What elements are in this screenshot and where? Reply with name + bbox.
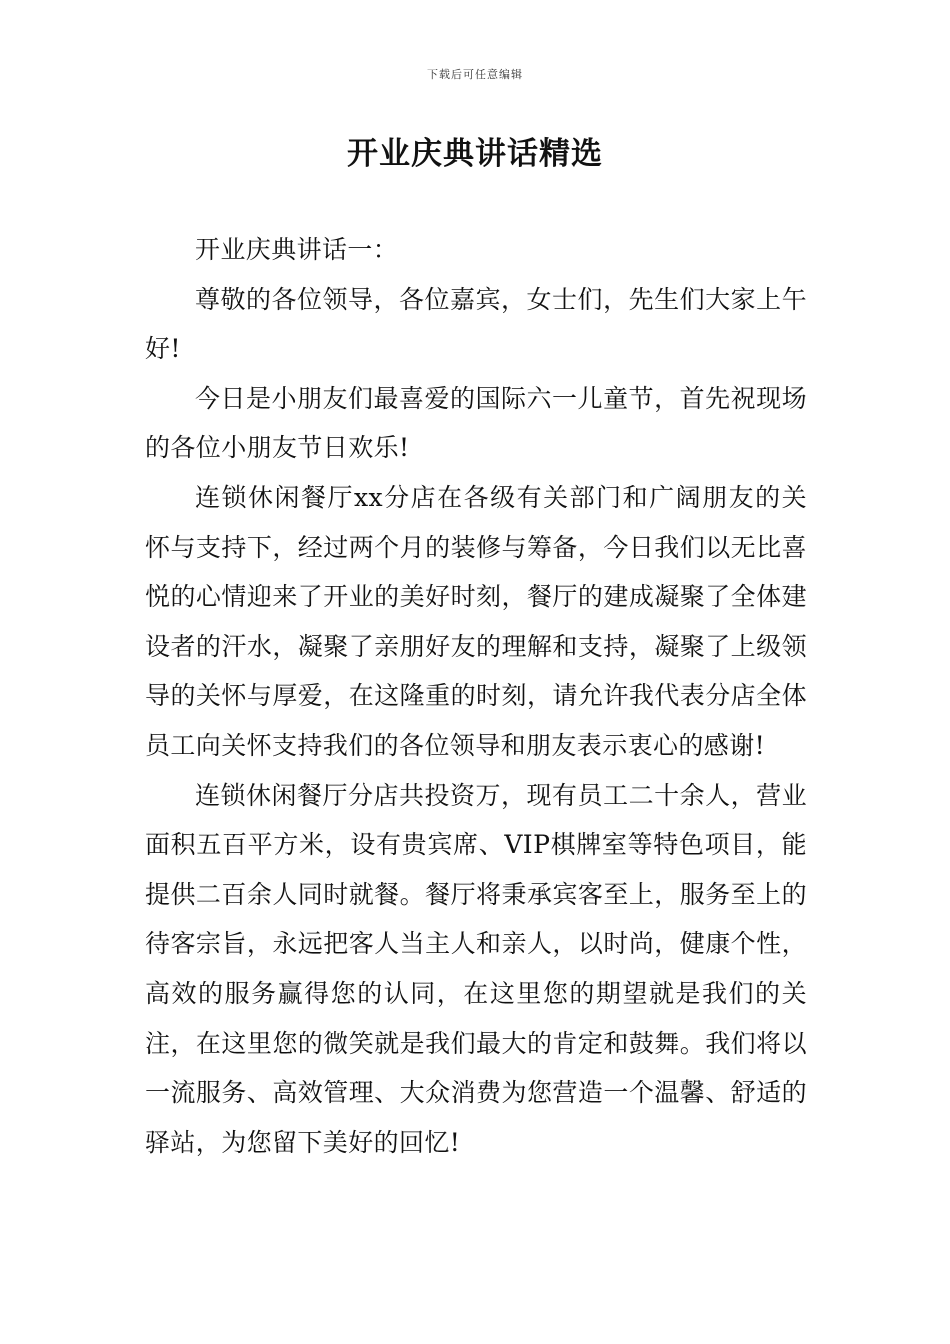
document-title: 开业庆典讲话精选	[347, 136, 603, 172]
document-body	[145, 225, 807, 1167]
paragraph-thanks: 连锁休闲餐厅xx分店在各级有关部门和广阔朋友的关怀与支持下，经过两个月的装修与筹备，今日我们以无比喜悦的心情迎来了开业的美好时刻，餐厅的建成凝聚了全体建设者的汗水，凝聚了亲朋好友的理解和支持，凝聚了上级领导的关怀与厚爱，在这隆重的时刻，请允许我代表分店全体员工向关怀支持我们的各位领导和朋友表示衷心的感谢!	[145, 482, 807, 760]
paragraph-greeting: 尊敬的各位领导，各位嘉宾，女士们，先生们大家上午好!	[145, 284, 807, 364]
paragraph-restaurant-intro: 连锁休闲餐厅分店共投资万，现有员工二十余人，营业面积五百平方米，设有贵宾席、VIP棋牌室等特色项目，能提供二百余人同时就餐。餐厅将秉承宾客至上，服务至上的待客宗旨，永远把客人当主人和亲人，以时尚，健康个性，高效的服务赢得您的认同，在这里您的期望就是我们的关注，在这里您的微笑就是我们最大的肯定和鼓舞。我们将以一流服务、高效管理、大众消费为您营造一个温馨、舒适的驿站，为您留下美好的回忆!	[145, 780, 807, 1157]
page-header-note: 下载后可任意编辑	[427, 68, 523, 81]
paragraph-childrens-day: 今日是小朋友们最喜爱的国际六一儿童节，首先祝现场的各位小朋友节日欢乐!	[145, 383, 807, 463]
paragraph-speech-heading: 开业庆典讲话一：	[195, 235, 399, 264]
